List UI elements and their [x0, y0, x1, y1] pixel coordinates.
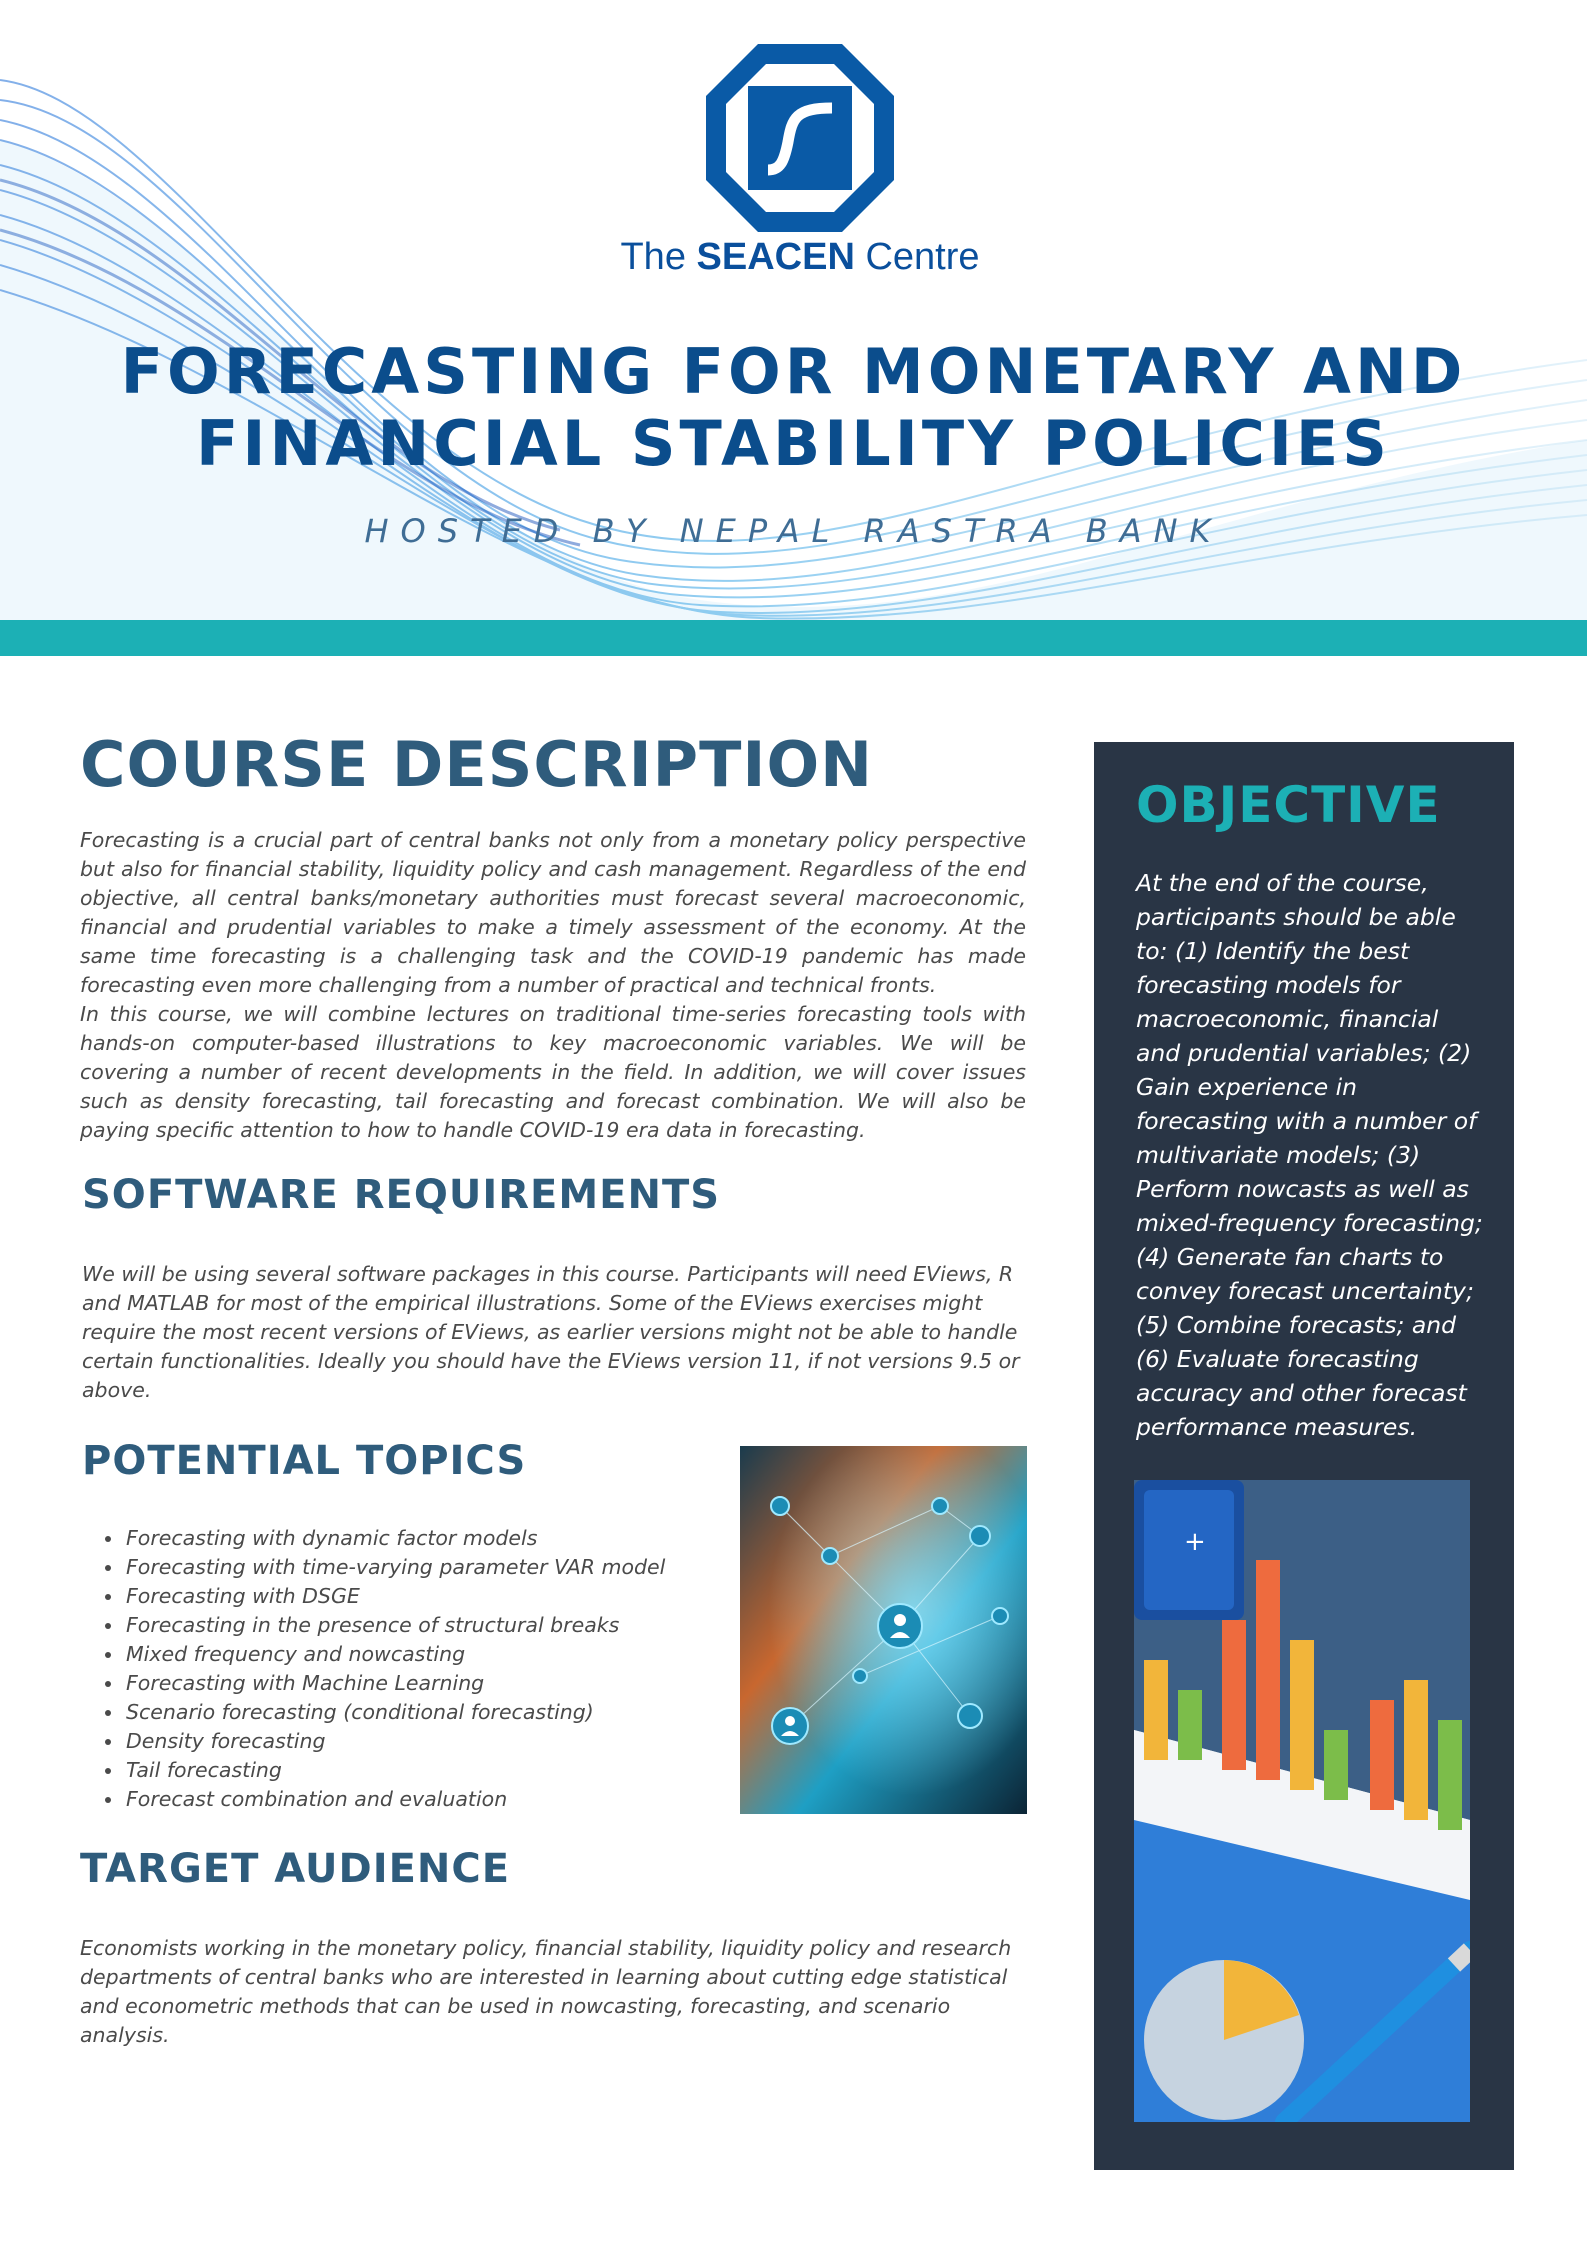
logo-wordmark [500, 236, 1100, 279]
page-title [100, 336, 1487, 480]
course-description-paragraph-2: In this course, we will combine lectures on traditional time-series forecasting tools with hands-on computer-based illustrations to key macroeconomic variables. We will be covering a number of recent developments in the field. In addition, we will cover issues such as density forecasting, tail forecasting and forecast combination. We will also be paying specific attention to how to handle COVID-19 era data in forecasting. [80, 1002, 1026, 1142]
seacen-logo-icon [700, 38, 900, 238]
list-item: • Tail forecasting [124, 1756, 764, 1785]
logo-prefix: The [620, 236, 686, 278]
list-item: • Forecasting with DSGE [124, 1582, 764, 1611]
logo-suffix: Centre [865, 236, 980, 278]
list-item: • Forecasting with Machine Learning [124, 1669, 764, 1698]
chart-desk-image [1134, 1480, 1470, 2122]
topics-list [82, 1524, 764, 1814]
course-description-paragraph-1: Forecasting is a crucial part of central banks not only from a monetary policy perspective but also for financial stability, liquidity policy and cash management. Regardless of the end objective, all central banks/monetary authorities must forecast several macroeconomic, financial and prudential variables to make a timely assessment of the economy. At the same time forecasting is a challenging task and the COVID-19 pandemic has made forecasting even more challenging from a number of practical and technical fronts. [80, 828, 1026, 997]
logo-strong: SEACEN [696, 236, 855, 278]
header-divider [0, 620, 1587, 656]
list-item: • Scenario forecasting (conditional forecasting) [124, 1698, 764, 1727]
hosted-by: HOSTED BY NEPAL RASTRA BANK [364, 512, 1223, 550]
software-requirements-heading: SOFTWARE REQUIREMENTS [82, 1172, 721, 1218]
target-audience-paragraph: Economists working in the monetary policy, financial stability, liquidity policy and research departments of central banks who are interested in learning about cutting edge statistical and econometric methods that can be used in nowcasting, forecasting, and scenario analysis. [80, 1936, 1012, 2047]
title-line-2: FINANCIAL STABILITY POLICIES [196, 407, 1391, 480]
list-item: • Forecasting in the presence of structural breaks [124, 1611, 764, 1640]
potential-topics-heading: POTENTIAL TOPICS [82, 1438, 527, 1484]
list-item: • Mixed frequency and nowcasting [124, 1640, 764, 1669]
list-item: • Forecast combination and evaluation [124, 1785, 764, 1814]
title-line-1: FORECASTING FOR MONETARY AND [120, 335, 1467, 408]
list-item: • Density forecasting [124, 1727, 764, 1756]
target-audience-heading: TARGET AUDIENCE [80, 1846, 511, 1892]
list-item: • Forecasting with dynamic factor models [124, 1524, 764, 1553]
svg-text:+: + [1184, 1527, 1206, 1557]
course-description-heading: COURSE DESCRIPTION [80, 728, 874, 801]
network-image [740, 1446, 1027, 1814]
software-requirements-paragraph: We will be using several software packages in this course. Participants will need EViews, R and MATLAB for most of the empirical illustrations. Some of the EViews exercises might require the most recent versions of EViews, as earlier versions might not be able to handle certain functionalities. Ideally you should have the EViews version 11, if not versions 9.5 or above. [82, 1262, 1020, 1402]
list-item: • Forecasting with time-varying parameter VAR model [124, 1553, 764, 1582]
objective-heading: OBJECTIVE [1136, 776, 1441, 834]
objective-paragraph: At the end of the course, participants should be able to: (1) Identify the best forecasting models for macroeconomic, financial and prudential variables; (2) Gain experience in forecasting with a number of multivariate models; (3) Perform nowcasts as well as mixed-frequency forecasting; (4) Generate fan charts to convey forecast uncertainty; (5) Combine forecasts; and (6) Evaluate forecasting accuracy and other forecast performance measures. [1136, 869, 1483, 1441]
